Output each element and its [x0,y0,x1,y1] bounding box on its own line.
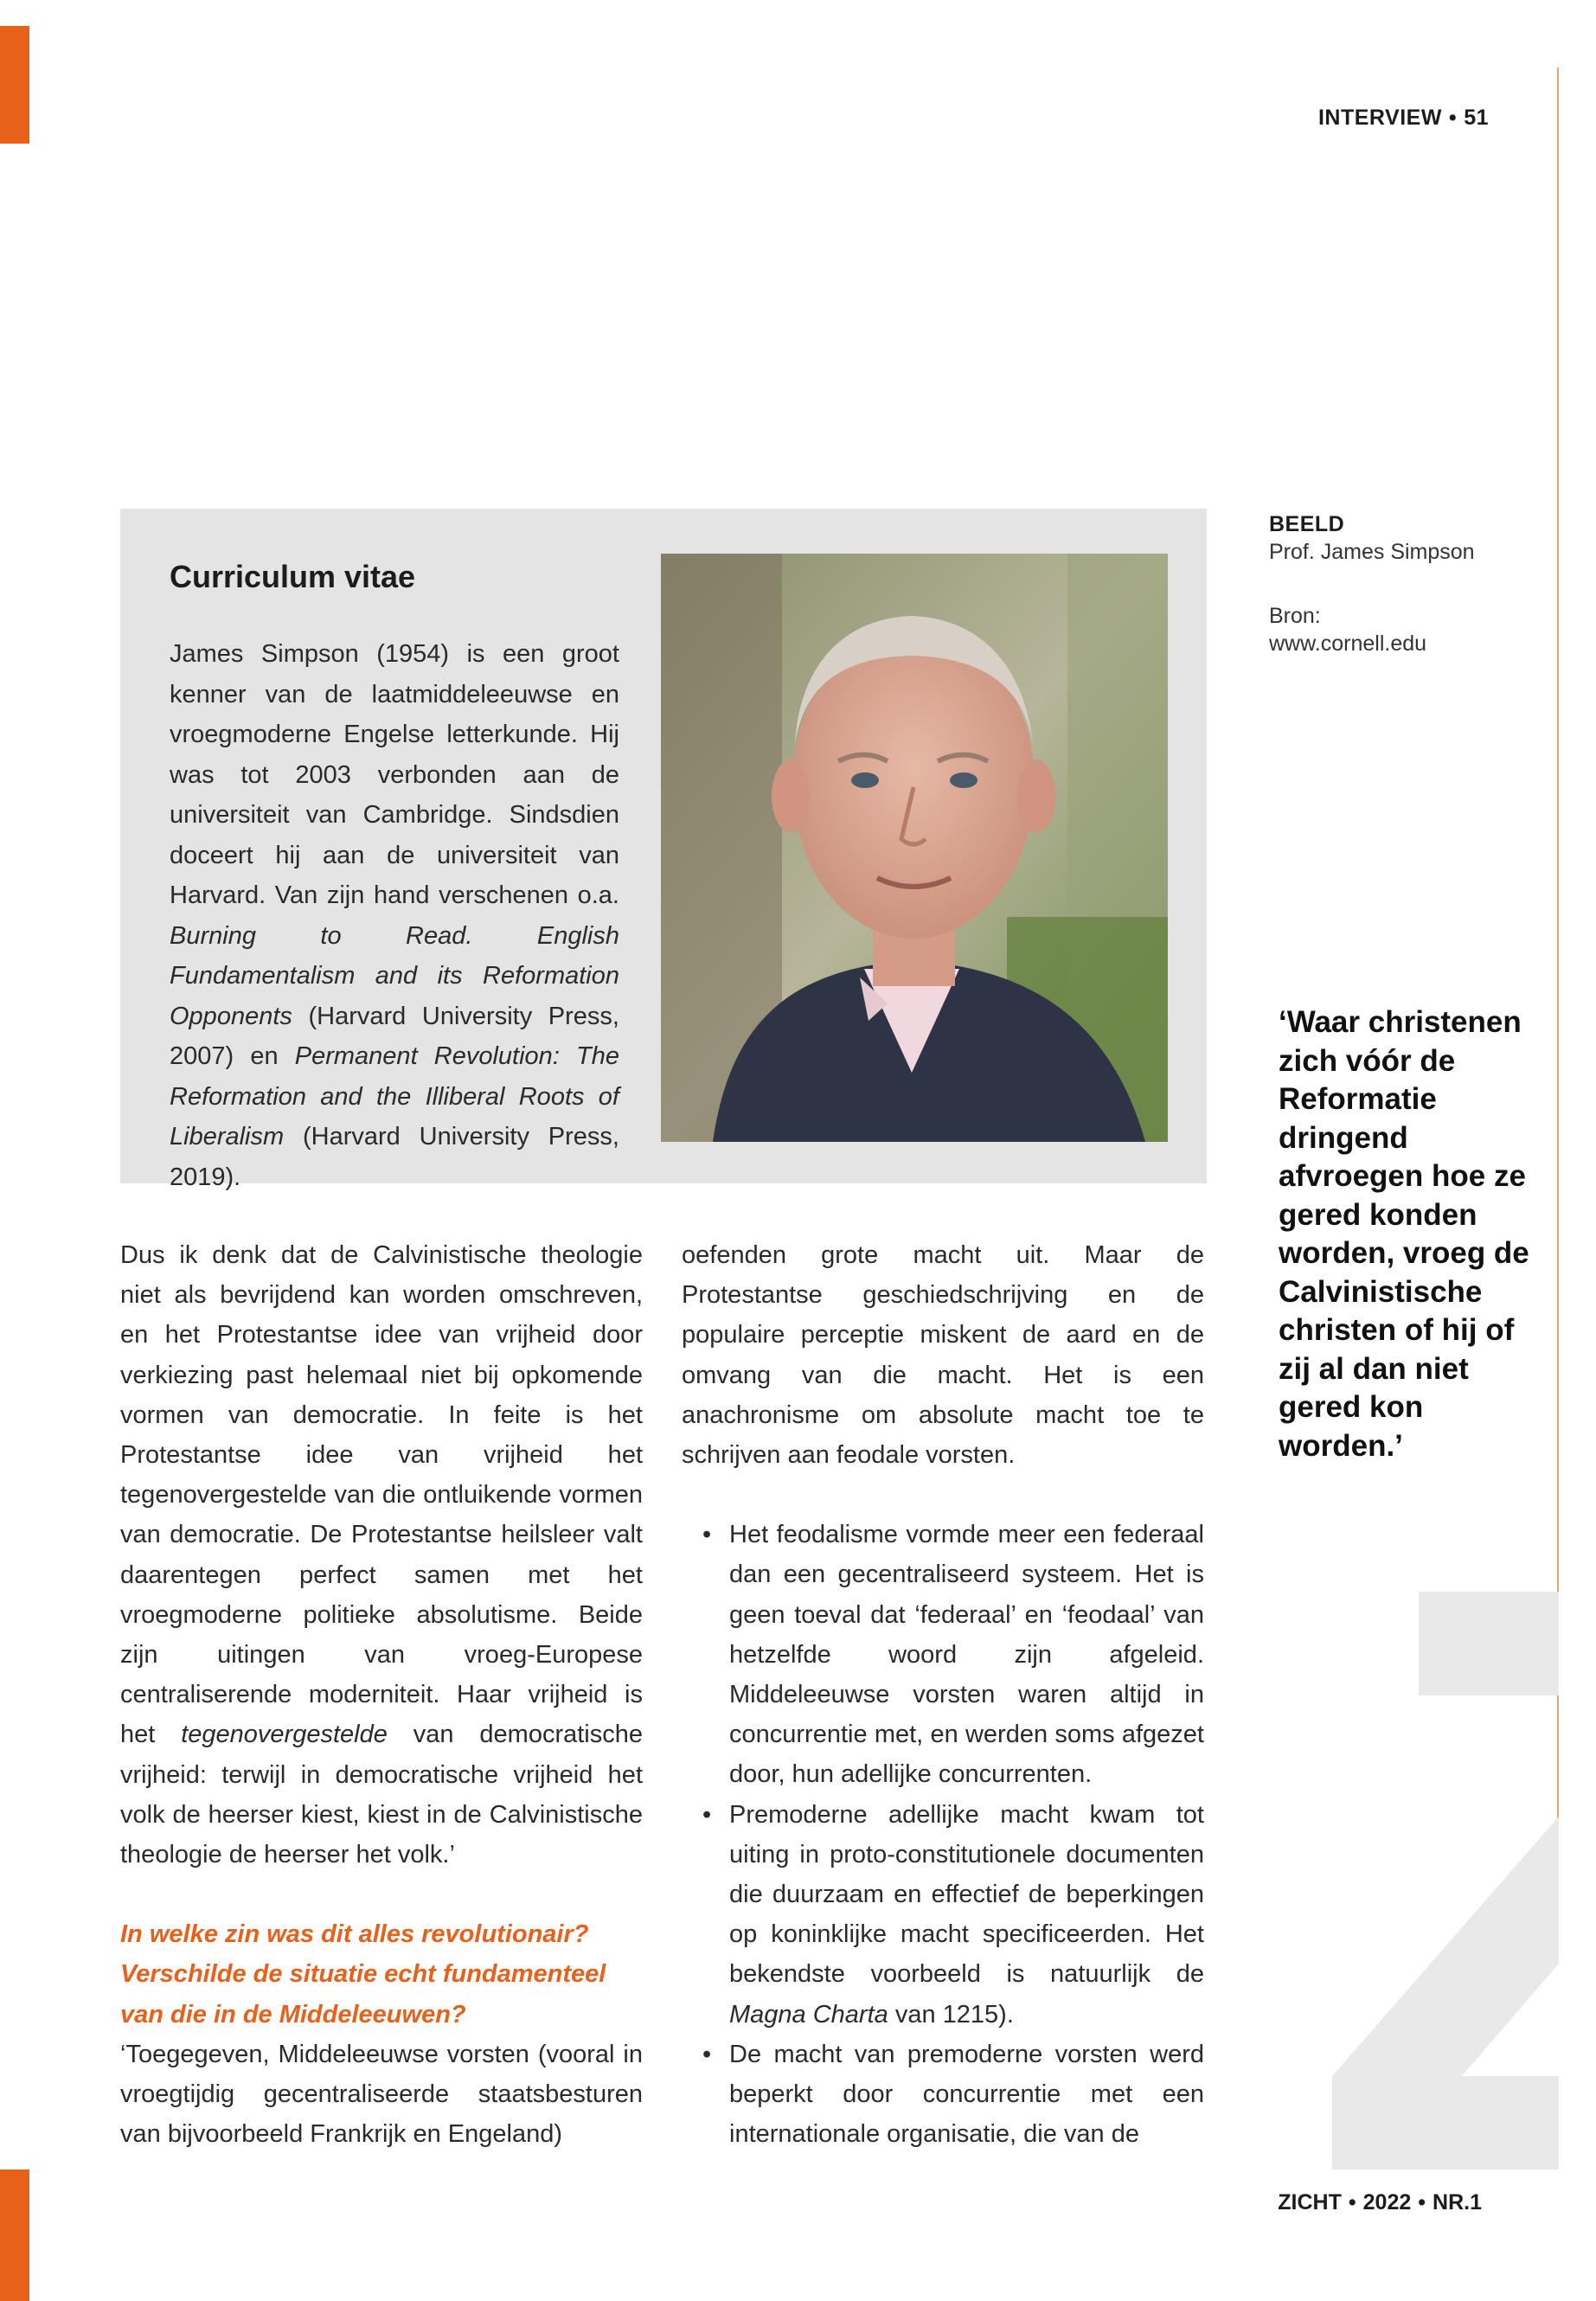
running-header [1318,106,1489,131]
col2-paragraph: oefenden grote macht uit. Maar de Protestantse geschiedschrijving en de populaire perceptie miskent de aard en de omvang van die macht. Het is een anachronisme om absolute macht toe te schrijven aan feodale vorsten. [682,1241,1204,1470]
bullet-text-3: De macht van premoderne vorsten werd beperkt door concurrentie met een internationale organisatie, die van de [729,2040,1204,2149]
caption-source-label: Bron: [1269,604,1321,628]
z-watermark-graphic [1332,1592,1559,2170]
interview-question: In welke zin was dit alles revolutionair? Verschilde de situatie echt fundamenteel van die in de Middeleeuwen? [120,1920,606,2029]
caption-subject: Prof. James Simpson [1269,540,1475,564]
caption-spacer [1269,566,1529,602]
magazine-name: ZICHT [1278,2190,1342,2214]
cv-book-1: Burning to Read. English Fundamentalism and its Reformation Opponents [170,921,619,1030]
bullet-item-1 [682,1515,1204,1794]
issue-year: 2022 [1362,2190,1412,2214]
pull-quote: ‘Waar christenen zich vóór de Reformatie dringend afvroegen hoe ze gered konden worden, vroeg de Calvinistische christen of hij of zij al dan niet gered kon worden.’ [1279,1005,1529,1463]
section-name: INTERVIEW [1317,106,1442,130]
bullet-mark: • [702,2040,712,2068]
cv-text [170,634,619,1197]
bullet-mark: • [702,1800,712,1829]
col1-paragraph [120,1235,643,1875]
bullet-item-3 [682,2035,1204,2155]
cv-publisher-2: (Harvard University Press, 2019). [170,1123,619,1191]
col1-text-b: van democratische vrijheid: terwijl in democratische vrijheid het volk de heerser kiest, kiest in de Calvinistische theologie de heerser het volk.’ [120,1721,643,1869]
cv-book-2: Permanent Revolution: The Reformation and the Illiberal Roots of Liberalism [170,1042,620,1150]
orange-edge-bar-top [0,26,29,144]
bullet-item-2 [682,1795,1204,2035]
col1-emphasis: tegenovergestelde [181,1721,388,1749]
cv-title: Curriculum vitae [170,559,416,594]
body-column-2 [682,1235,1204,2154]
bullet-emphasis: Magna Charta [729,2000,888,2029]
running-footer [1278,2190,1482,2215]
page-number: 51 [1464,106,1489,130]
bullet-text-2b: van 1215). [888,2000,1014,2029]
footer-separator: • [1418,2190,1426,2214]
bullet-text-1: Het feodalisme vormde meer een federaal dan een gecentraliseerd systeem. Het is geen toeval dat ‘federaal’ en ‘feodaal’ van hetzelfde woord zijn afgeleid. Middeleeuwse vorsten waren altijd in concurrentie met, en werden soms afgezet door, hun adellijke concurrenten. [729,1521,1204,1789]
body-column-1 [120,1235,643,2154]
interview-answer: ‘Toegegeven, Middeleeuwse vorsten (vooral in vroegtijdig gecentraliseerde staatsbesturen van bijvoorbeeld Frankrijk en Engeland) [120,2040,643,2149]
footer-separator: • [1348,2190,1356,2214]
portrait-illustration [661,554,1168,1142]
caption-source-url: www.cornell.edu [1269,631,1427,656]
orange-edge-bar-bottom [0,2170,29,2301]
z-watermark-diagonal [1332,1817,1559,2170]
cv-intro: James Simpson (1954) is een groot kenner van de laatmiddeleeuwse en vroegmoderne Engelse letterkunde. Hij was tot 2003 verbonden aan de universiteit van Cambridge. Sindsdien doceert hij aan de universiteit van Harvard. Van zijn hand verschenen o.a. [170,640,619,909]
bullet-mark: • [702,1521,712,1549]
caption-label: BEELD [1269,512,1345,536]
portrait-photo [661,554,1168,1142]
cv-publisher-1: (Harvard University Press, 2007) en [170,1002,619,1070]
header-separator: • [1448,106,1458,130]
photo-caption [1269,510,1529,657]
issue-number: NR.1 [1433,2190,1482,2214]
bullet-list [682,1515,1204,2154]
z-watermark-top [1332,1592,1559,1695]
bullet-text-2a: Premoderne adellijke macht kwam tot uiting in proto-constitutionele documenten die duurzaam en effectief de beperkingen op koninklijke macht specificeerden. Het bekendste voorbeeld is natuurlijk de [729,1800,1204,1989]
col1-text-a: Dus ik denk dat de Calvinistische theologie niet als bevrijdend kan worden omschreven, en het Protestantse idee van vrijheid door verkiezing past helemaal niet bij opkomende vormen van democratie. In feite is het Protestantse idee van vrijheid het tegenovergestelde van die ontluikende vormen van democratie. De Protestantse heilsleer valt daarentegen perfect samen met het vroegmoderne politieke absolutisme. Beide zijn uitingen van vroeg-Europese centraliserende moderniteit. Haar vrijheid is het [120,1241,643,1749]
